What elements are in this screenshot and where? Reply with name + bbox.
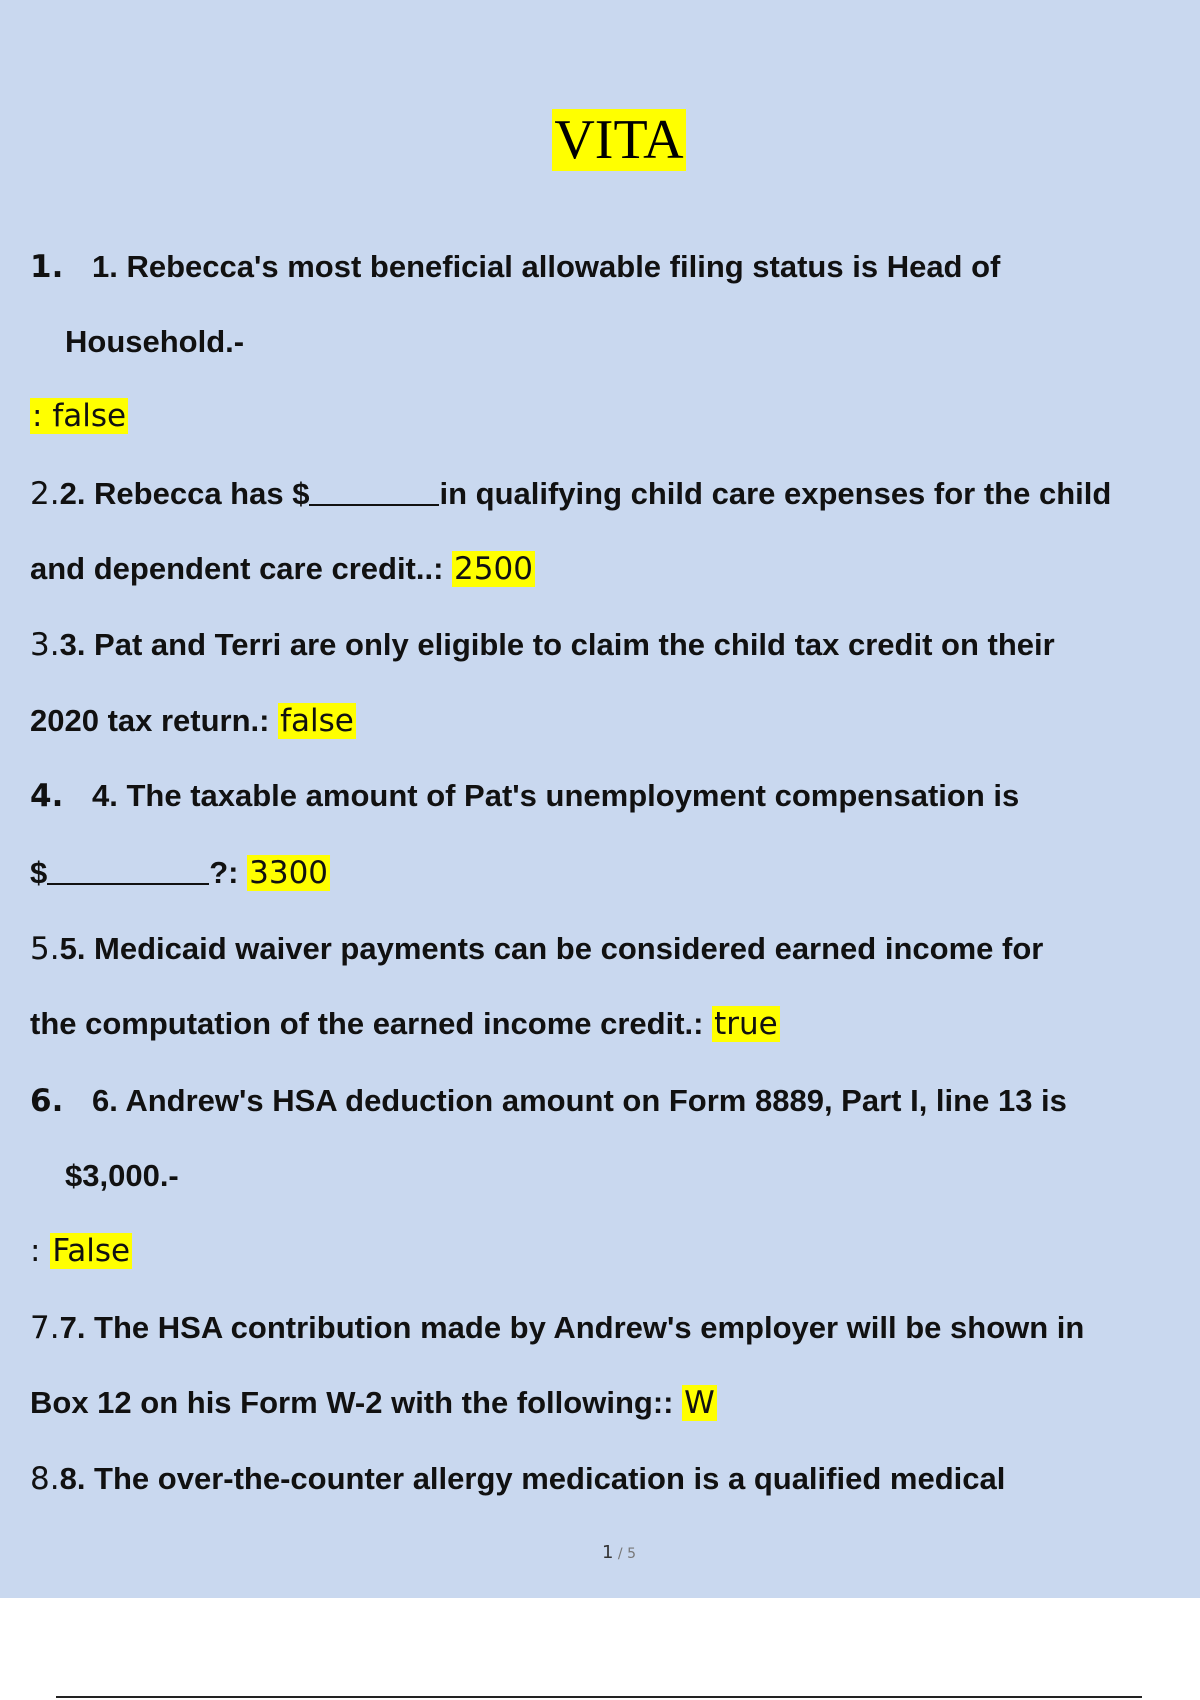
- answer-highlight: true: [714, 1006, 778, 1042]
- current-page: 1: [602, 1542, 614, 1563]
- question-number: 8.: [30, 1461, 60, 1497]
- question-2-line-1: [30, 474, 1111, 514]
- question-1-line-1: [30, 247, 1000, 287]
- page-indicator: [0, 1542, 1200, 1563]
- question-7-line-1: [30, 1308, 1084, 1348]
- question-text: 2020 tax return.:: [30, 703, 279, 738]
- fill-in-blank: [309, 474, 439, 506]
- question-6-line-2: [65, 1156, 179, 1196]
- question-text: 3. Pat and Terri are only eligible to claim the child tax credit on their: [59, 627, 1055, 662]
- question-text: Box 12 on his Form W-2 with the following::: [30, 1385, 683, 1420]
- question-8-line-1: [30, 1459, 1005, 1499]
- question-3-line-2: [30, 701, 356, 741]
- title-text: VITA: [554, 109, 684, 171]
- question-number: 1.: [30, 249, 64, 285]
- answer-highlight: W: [684, 1385, 715, 1421]
- question-text: ?:: [209, 855, 248, 890]
- question-4-line-2: [30, 853, 330, 893]
- question-4-line-1: [30, 776, 1019, 816]
- question-text: $3,000.-: [65, 1158, 179, 1193]
- question-text: and dependent care credit..:: [30, 551, 453, 586]
- question-text: in qualifying child care expenses for the child: [439, 476, 1112, 511]
- answer-highlight: False: [52, 1233, 131, 1269]
- answer-text: false: [52, 398, 127, 434]
- document-title: [0, 108, 1200, 172]
- question-text: 1. Rebecca's most beneficial allowable filing status is Head of: [92, 249, 1001, 284]
- question-1-answer-line: [30, 396, 128, 436]
- answer-highlight: 3300: [249, 855, 329, 891]
- question-5-line-1: [30, 929, 1043, 969]
- question-number: 2.: [30, 476, 60, 512]
- question-number: 3.: [30, 627, 60, 663]
- question-number: 5.: [30, 931, 60, 967]
- question-number: 4.: [30, 778, 64, 814]
- total-pages: / 5: [613, 1546, 636, 1562]
- question-text: 5. Medicaid waiver payments can be considered earned income for: [59, 931, 1044, 966]
- fill-in-blank: [47, 853, 209, 885]
- question-text: $: [30, 855, 48, 890]
- question-text: 8. The over-the-counter allergy medication is a qualified medical: [59, 1461, 1006, 1496]
- question-text: 4. The taxable amount of Pat's unemployment compensation is: [92, 778, 1020, 813]
- question-7-line-2: [30, 1383, 717, 1423]
- question-6-line-1: [30, 1081, 1067, 1121]
- question-2-line-2: [30, 549, 535, 589]
- footer-divider: [56, 1696, 1142, 1698]
- answer-highlight: 2500: [454, 551, 533, 587]
- question-text: 2. Rebecca has $: [59, 476, 310, 511]
- answer-highlight: [30, 398, 128, 434]
- question-text: Household.-: [65, 324, 245, 359]
- question-6-answer-line: [30, 1231, 132, 1271]
- question-5-line-2: [30, 1004, 780, 1044]
- question-3-line-1: [30, 625, 1055, 665]
- question-text: 6. Andrew's HSA deduction amount on Form 8889, Part I, line 13 is: [92, 1083, 1067, 1118]
- answer-prefix: :: [30, 1233, 51, 1269]
- question-text: 7. The HSA contribution made by Andrew's employer will be shown in: [59, 1310, 1085, 1345]
- answer-prefix: :: [32, 398, 53, 434]
- question-number: 6.: [30, 1083, 64, 1119]
- answer-highlight: false: [280, 703, 354, 739]
- question-text: the computation of the earned income credit.:: [30, 1006, 713, 1041]
- question-1-line-2: [65, 322, 244, 362]
- question-number: 7.: [30, 1310, 60, 1346]
